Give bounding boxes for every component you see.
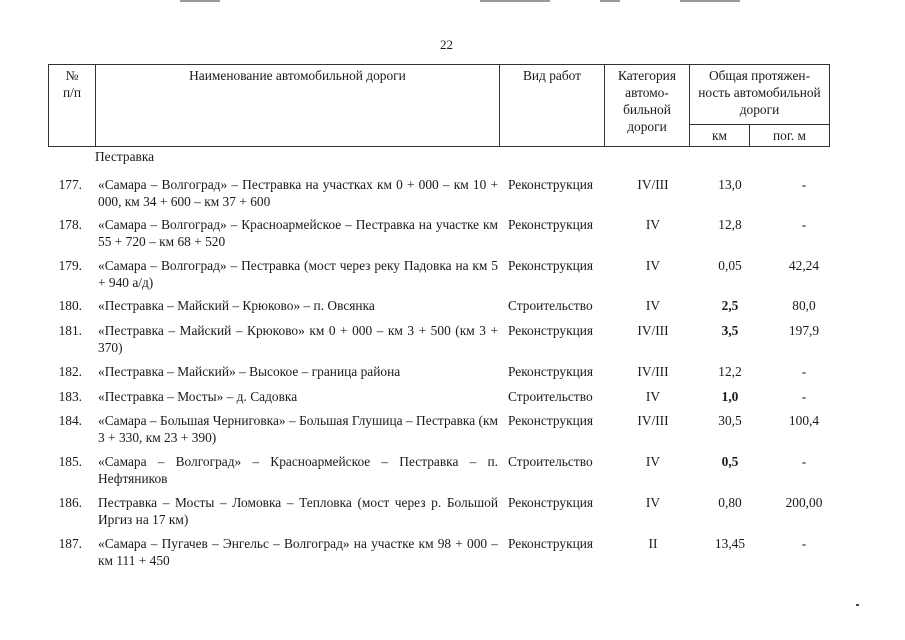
row-number: 185. [58,454,82,469]
road-name: «Самара – Пугачев – Энгельс – Волгоград» на участке км 98 + 000 – км 111 + 450 [98,536,498,568]
road-category: IV/III [637,323,669,338]
continuation-text: Пестравка [95,149,155,164]
row-number: 186. [58,495,82,510]
work-type: Строительство [508,389,593,404]
length-km: 13,45 [714,536,746,551]
row-number: 178. [58,217,82,232]
road-category: IV [645,258,661,273]
road-category: IV [645,217,661,232]
length-km: 1,0 [721,389,739,404]
work-type: Реконструкция [508,217,594,232]
road-category: IV/III [637,177,669,192]
table-header [48,64,830,147]
scan-mark [856,604,859,606]
road-name: «Пестравка – Мосты» – д. Садовка [98,389,298,404]
header-name: Наименование автомобильной дороги [96,65,500,147]
road-category: IV [645,454,661,469]
work-type: Реконструкция [508,413,594,428]
road-category: IV/III [637,413,669,428]
length-km: 13,0 [718,177,742,192]
scan-mark [600,0,620,2]
length-km: 2,5 [721,298,739,313]
length-km: 3,5 [721,323,739,338]
road-name: «Пестравка – Майский – Крюково» км 0 + 000 – км 3 + 500 (км 3 + 370) [98,323,498,355]
length-pog-m: 100,4 [788,413,820,428]
page-number: 22 [440,37,453,52]
work-type: Строительство [508,454,593,469]
length-pog-m: 42,24 [788,258,820,273]
header-num: № п/п [49,65,96,147]
length-km: 12,8 [718,217,742,232]
length-km: 0,5 [721,454,739,469]
road-name: «Самара – Большая Черниговка» – Большая Глушица – Пестравка (км 3 + 330, км 23 + 390) [98,413,498,445]
length-km: 0,80 [718,495,742,510]
row-number: 182. [58,364,82,379]
length-pog-m: - [801,454,807,469]
road-name: «Пестравка – Майский» – Высокое – граница района [98,364,401,379]
scan-mark [680,0,740,2]
road-category: IV [645,389,661,404]
length-pog-m: 197,9 [788,323,820,338]
row-number: 184. [58,413,82,428]
length-pog-m: - [801,536,807,551]
length-pog-m: 200,00 [785,495,823,510]
work-type: Реконструкция [508,364,594,379]
row-number: 180. [58,298,82,313]
header-total-length: Общая протяжен- ность автомобильной дороги [690,65,830,125]
road-name: «Самара – Волгоград» – Красноармейское – Пестравка на участке км 55 + 720 – км 68 + 520 [98,217,498,249]
row-number: 183. [58,389,82,404]
work-type: Строительство [508,298,593,313]
road-name: «Пестравка – Майский – Крюково» – п. Овсянка [98,298,375,313]
row-number: 179. [58,258,82,273]
length-pog-m: - [801,217,807,232]
road-name: Пестравка – Мосты – Ломовка – Тепловка (мост через р. Большой Иргиз на 17 км) [98,495,498,527]
length-pog-m: - [801,389,807,404]
road-name: «Самара – Волгоград» – Пестравка на участках км 0 + 000 – км 10 + 000, км 34 + 600 – км 37 + 600 [98,177,498,209]
road-name: «Самара – Волгоград» – Пестравка (мост через реку Падовка на км 5 + 940 а/д) [98,258,498,290]
road-category: II [648,536,658,551]
work-type: Реконструкция [508,323,594,338]
row-number: 177. [58,177,82,192]
length-pog-m: - [801,177,807,192]
length-km: 30,5 [718,413,742,428]
road-category: IV [645,495,661,510]
work-type: Реконструкция [508,495,594,510]
length-pog-m: - [801,364,807,379]
work-type: Реконструкция [508,258,594,273]
length-km: 12,2 [718,364,742,379]
road-category: IV [645,298,661,313]
header-work: Вид работ [500,65,605,147]
road-name: «Самара – Волгоград» – Красноармейское – Пестравка – п. Нефтяников [98,454,498,486]
work-type: Реконструкция [508,536,594,551]
scan-mark [480,0,550,2]
row-number: 187. [58,536,82,551]
header-category: Категория автомо- бильной дороги [605,65,690,147]
length-km: 0,05 [718,258,742,273]
header-km: км [690,125,750,147]
road-category: IV/III [637,364,669,379]
row-number: 181. [58,323,82,338]
scan-mark [180,0,220,2]
work-type: Реконструкция [508,177,594,192]
length-pog-m: 80,0 [792,298,816,313]
header-pog-m: пог. м [750,125,830,147]
